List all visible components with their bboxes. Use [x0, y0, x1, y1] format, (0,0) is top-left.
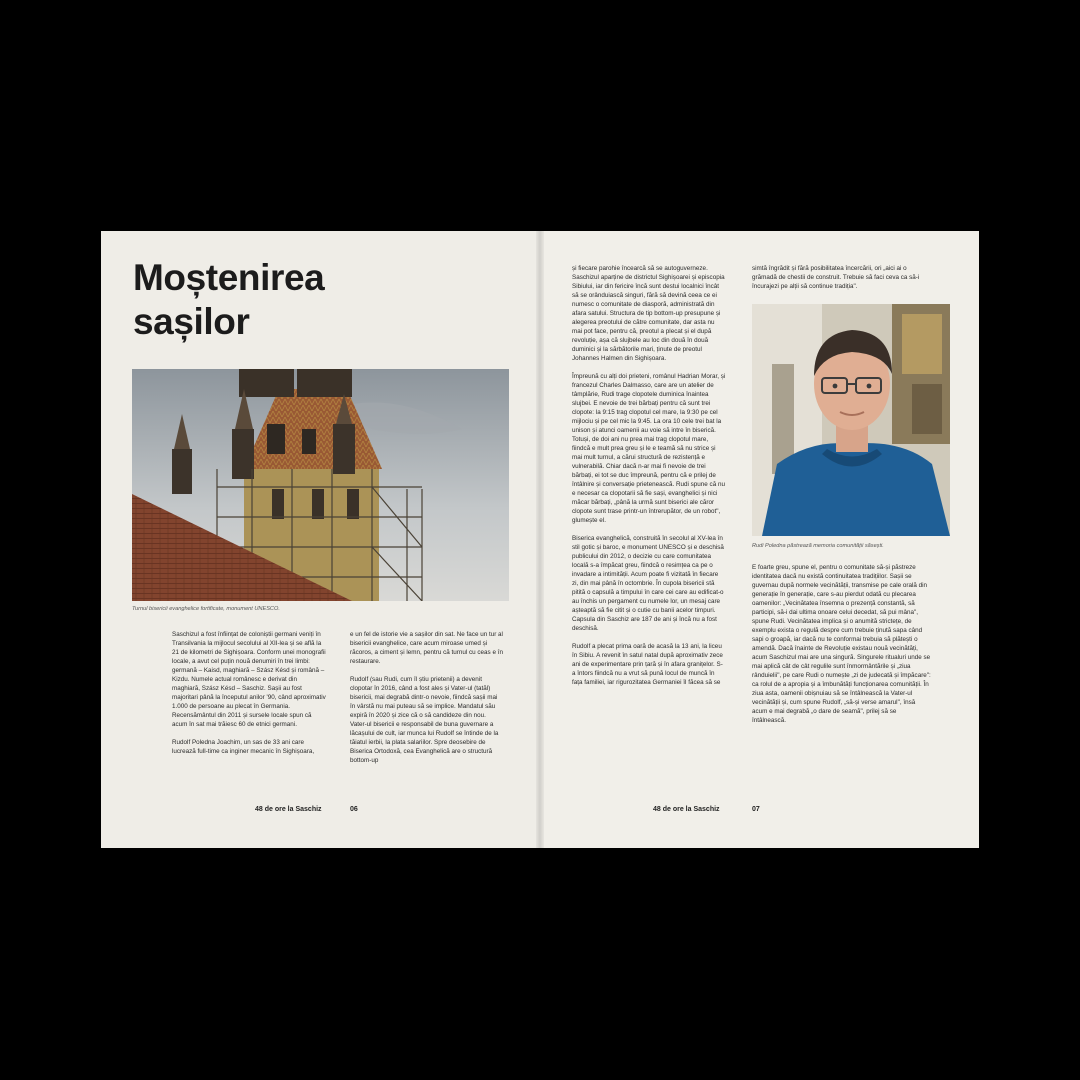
- church-tower-photo: [132, 369, 509, 601]
- paragraph: Împreună cu alți doi prieteni, românul Hadrian Morar, și francezul Charles Dalmasso, care are un atelier de tâmplărie, Rudi trage clopotele duminica înaintea slujbei. E nevoie de trei bărbați pentru că sunt trei clopote: la 9:15 trag clopotul cel mare, la 9:30 pe cel mijlociu și pe cel mic la 9:45. La ora 10 cele trei bat la unison și atunci oamenii au voie să intre în biserică. Totuși, de doi ani nu prea mai trag clopotul mare, fiindcă e mult prea greu și le e teamă să nu strice și mai mult turnul, a cărui structură de rezistență e vulnerabilă. Chiar dacă n-ar mai fi nevoie de trei bărbați, ei tot se duc împreună, pentru că e prilej de întâlnire și conversație prietenească. Rudi spune că nu e necesar ca clopotarii să fie sași, evanghelici și nici măcar bărbați, „până la urmă sunt biserici ale căror clopote sunt trase printr-un întrerupător, de un robot", glumește el.: [572, 373, 726, 524]
- article-title-line2: sașilor: [133, 301, 250, 342]
- portrait-photo: [752, 304, 950, 536]
- paragraph: Rudolf a plecat prima oară de acasă la 13 ani, la liceu în Sibiu. A revenit în satul natal după aproximativ zece ani de experimentare prin țară și în afara granițelor. S-a întors fiindcă nu a vrut să pună locul de muncă în fața familiei, iar rigurozitatea Germaniei îl făcea să se: [572, 643, 723, 686]
- article-title: [133, 256, 324, 344]
- portrait-photo-caption: Rudi Poledna păstrează memoria comunității săsești.: [752, 543, 884, 549]
- page-number-right: 07: [752, 806, 760, 813]
- right-page-column-2: [752, 563, 932, 789]
- paragraph: E foarte greu, spune el, pentru o comunitate să-și păstreze identitatea dacă nu există continuitatea tradițiilor. Sașii se guvernau după normele vecinătății, transmise pe cale orală din generație în generație, care s-au pierdut odată cu plecarea oamenilor: „Vecinătatea însemna o prezență constantă, să participi, să-i dai ultima onoare celui decedat, să pui mâna", spune Rudi. Vecinătatea implica și o anumită strictețe, de exemplu exista o regulă despre cum trebuie ținută sapa când sapi o groapă, iar dacă nu te conformai trebuia să plătești o amendă. Dacă înainte de Revoluție existau nouă vecinătăți, acum Saschizul mai are una singură. Singurele ritualuri unde se mai aplică cât de cât regulile sunt înmormântările și „ziua rânduielii", pe care Rudi o numește „zi de judecată și împăcare": ca rolul de a apropia și a îmbunătăți funcționarea comunității. În ziua asta, oamenii obișnuiau să se întâlnească la Vater-ul vecinătății și, cum spune Rudolf, „să-și verse amarul", însă acum e mai degrabă „o dare de seamă", prilej să se întâlnească.: [752, 564, 931, 724]
- paragraph: Rudolf (sau Rudi, cum îl știu prietenii) a devenit clopotar în 2016, când a fost ales și Vater-ul (tatăl) bisericii, mai degrabă dintr-o nevoie, fiindcă sașii mai în vârstă nu mai puteau să se implice. Mandatul său expiră în 2020 și zice că o să candideze din nou. Vater-ul bisericii e responsabil de buna guvernare a lăcașului de cult, iar munca lui Rudolf se întinde de la tăiatul ierbii, la plata salariilor. Spre deosebire de Biserica Ortodoxă, cea Evanghelică are o structură bottom-up: [350, 676, 499, 764]
- article-title-line1: Moștenirea: [133, 257, 325, 298]
- page-number-left: 06: [350, 806, 358, 813]
- footer-title-right: 48 de ore la Saschiz: [653, 806, 720, 813]
- paragraph: Saschizul a fost înființat de coloniștii germani veniți în Transilvania la mijlocul secolului al XII-lea și se află la 21 de kilometri de Sighișoara. Conform unei monografii locale, a avut cel puțin nouă denumiri în trei limbi: germană – Kaisd, maghiară – Szász Késd și română – Kizdu. Numele actual românesc e derivat din maghiară, Szász Késd – Saschiz. Sașii au fost majoritari până la începutul anilor '90, când aproximativ 1.000 de persoane au plecat în Germania. Recensământul din 2011 și sursele locale spun că acum în sat mai trăiesc 60 de etnici germani.: [172, 631, 326, 728]
- tower-photo-caption: Turnul bisericii evanghelice fortificate, monument UNESCO.: [132, 606, 280, 612]
- left-page-column-2: [350, 630, 504, 780]
- footer-title-left: 48 de ore la Saschiz: [255, 806, 322, 813]
- paragraph: simtă îngrădit și fără posibilitatea încercării, ori „aici ai o grămadă de chestii de construit. Trebuie să faci ceva ca să-i încurajezi pe alții să continue tradiția".: [752, 265, 920, 290]
- paragraph: și fiecare parohie încearcă să se autoguverneze. Saschizul aparține de districtul Sighișoarei și episcopia Sibiului, iar din fericire încă sunt destui localnici încât să se orânduiască singuri, fără să devină ceea ce ei numesc o comunitate de diasporă, administrată din afara satului. Structura de tip bottom-up presupune și alegerea preotului de către comunitate, dar asta nu mai pot face, pentru că, preotul a plecat și el după revoluție, așa că slujbele au loc din două în două duminici și la sărbătorile mari, ținute de preotul Johannes Halmen din Sighișoara.: [572, 265, 725, 362]
- left-page-column-1: [172, 630, 326, 780]
- paragraph: Rudolf Poledna Joachim, un sas de 33 ani care lucrează full-time ca inginer mecanic în Sighișoara,: [172, 739, 315, 755]
- portrait-illustration: [752, 304, 950, 536]
- paragraph: e un fel de istorie vie a sașilor din sat. Ne face un tur al bisericii evanghelice, care acum miroase umed și răcoros, a ciment și lemn, pentru că turnul cu ceas e în restaurare.: [350, 631, 503, 665]
- page-gutter: [536, 231, 544, 848]
- right-page-column-2-top: [752, 264, 932, 296]
- right-page-column-1: [572, 264, 726, 788]
- church-tower-illustration: [132, 369, 509, 601]
- paragraph: Biserica evanghelică, construită în secolul al XV-lea în stil gotic și baroc, e monument UNESCO și e deschisă publicului din 2012, o decizie cu care comunitatea locală s-a împăcat greu, fiindcă o resimțea ca pe o invadare a intimității. Acum poate fi vizitată în fiecare zi, din mai până în octombrie. În cupola bisericii stă pitită o capsulă a timpului în care cei care au edificat-o au închis un pergament cu numele lor, un mesaj care așteaptă să fie citit și o cutie cu banii acelor timpuri. Capsula din Saschiz are 187 de ani și încă nu a fost deschisă.: [572, 535, 724, 632]
